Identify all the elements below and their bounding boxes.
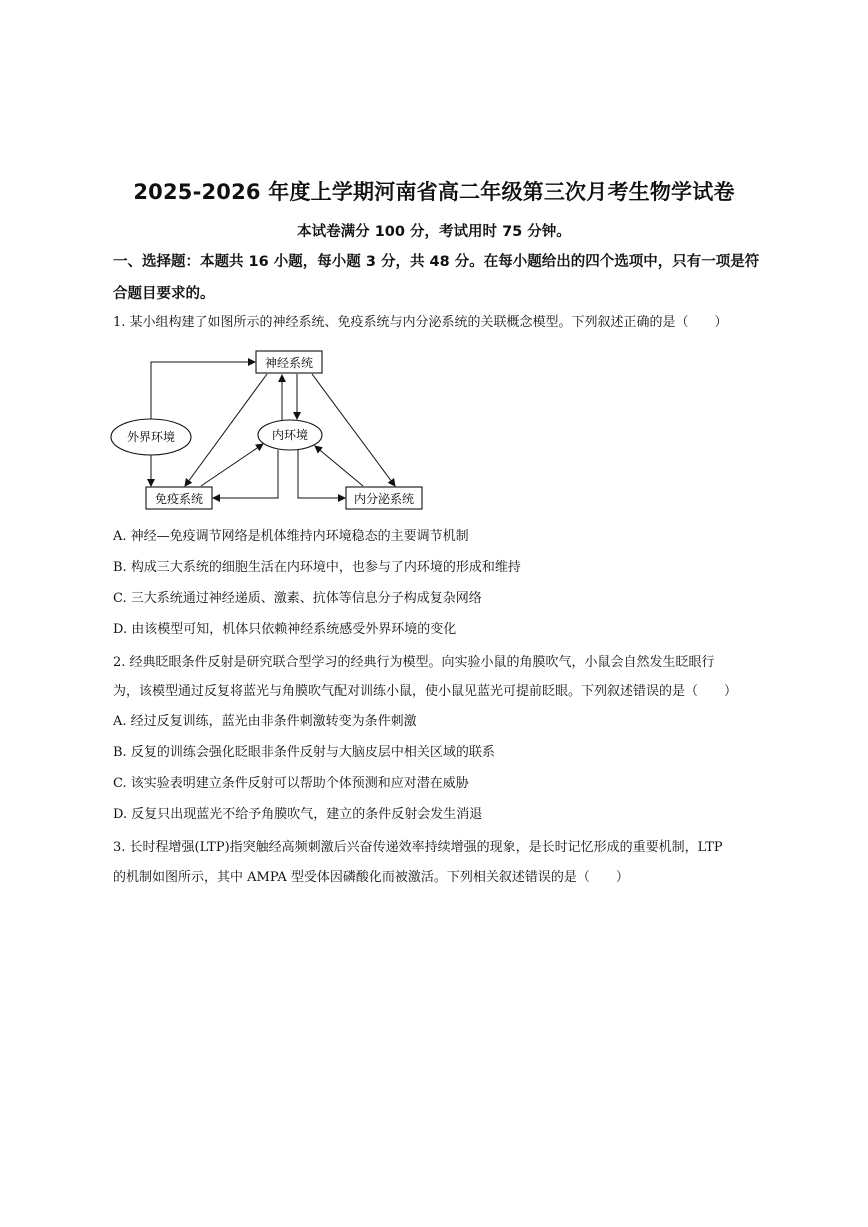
nervous-system-label: 神经系统 — [264, 356, 314, 370]
arrow-external-to-nervous — [151, 362, 255, 419]
arrow-endocrine-to-internal — [315, 446, 363, 486]
internal-environment-label: 内环境 — [271, 428, 309, 442]
question-2-stem-line-1: 2. 经典眨眼条件反射是研究联合型学习的经典行为模型。向实验小鼠的角膜吹气，小鼠会自然发生眨眼行 — [113, 655, 715, 670]
question-2-option-c: C. 该实验表明建立条件反射可以帮助个体预测和应对潜在威胁 — [113, 776, 469, 791]
arrow-immune-to-internal — [201, 444, 263, 486]
exam-subtitle: 本试卷满分 100 分，考试用时 75 分钟。 — [297, 224, 571, 240]
question-2-option-b: B. 反复的训练会强化眨眼非条件反射与大脑皮层中相关区域的联系 — [113, 745, 495, 760]
question-2-option-d: D. 反复只出现蓝光不给予角膜吹气，建立的条件反射会发生消退 — [113, 807, 483, 822]
question-2-option-a: A. 经过反复训练，蓝光由非条件刺激转变为条件刺激 — [113, 714, 417, 729]
question-3-stem-line-1: 3. 长时程增强(LTP)指突触经高频刺激后兴奋传递效率持续增强的现象，是长时记忆形成的重要机制，LTP — [113, 840, 723, 855]
question-1-option-a: A. 神经—免疫调节网络是机体维持内环境稳态的主要调节机制 — [113, 529, 469, 544]
concept-model-diagram — [105, 345, 435, 520]
arrow-internal-to-endocrine — [298, 450, 345, 498]
question-3-stem-line-2: 的机制如图所示，其中 AMPA 型受体因磷酸化而被激活。下列相关叙述错误的是（ ） — [113, 870, 629, 885]
question-2-stem-line-2: 为，该模型通过反复将蓝光与角膜吹气配对训练小鼠，使小鼠见蓝光可提前眨眼。下列叙述错误的是（ ） — [113, 684, 738, 699]
arrow-nervous-to-endocrine — [312, 374, 395, 486]
question-1-option-b: B. 构成三大系统的细胞生活在内环境中，也参与了内环境的形成和维持 — [113, 560, 521, 575]
exam-title: 2025-2026 年度上学期河南省高二年级第三次月考生物学试卷 — [133, 180, 735, 204]
arrow-internal-to-immune — [213, 450, 278, 498]
section-heading: 一、选择题：本题共 16 小题，每小题 3 分，共 48 分。在每小题给出的四个选项中，只有一项是符合题目要求的。 — [113, 254, 760, 302]
question-1-option-c: C. 三大系统通过神经递质、激素、抗体等信息分子构成复杂网络 — [113, 591, 482, 606]
question-1-option-d: D. 由该模型可知，机体只依赖神经系统感受外界环境的变化 — [113, 622, 457, 637]
question-1-stem: 1. 某小组构建了如图所示的神经系统、免疫系统与内分泌系统的关联概念模型。下列叙述正确的是（ ） — [113, 315, 728, 330]
external-environment-label: 外界环境 — [126, 430, 176, 444]
endocrine-system-label: 内分泌系统 — [353, 492, 415, 506]
immune-system-label: 免疫系统 — [154, 492, 204, 506]
